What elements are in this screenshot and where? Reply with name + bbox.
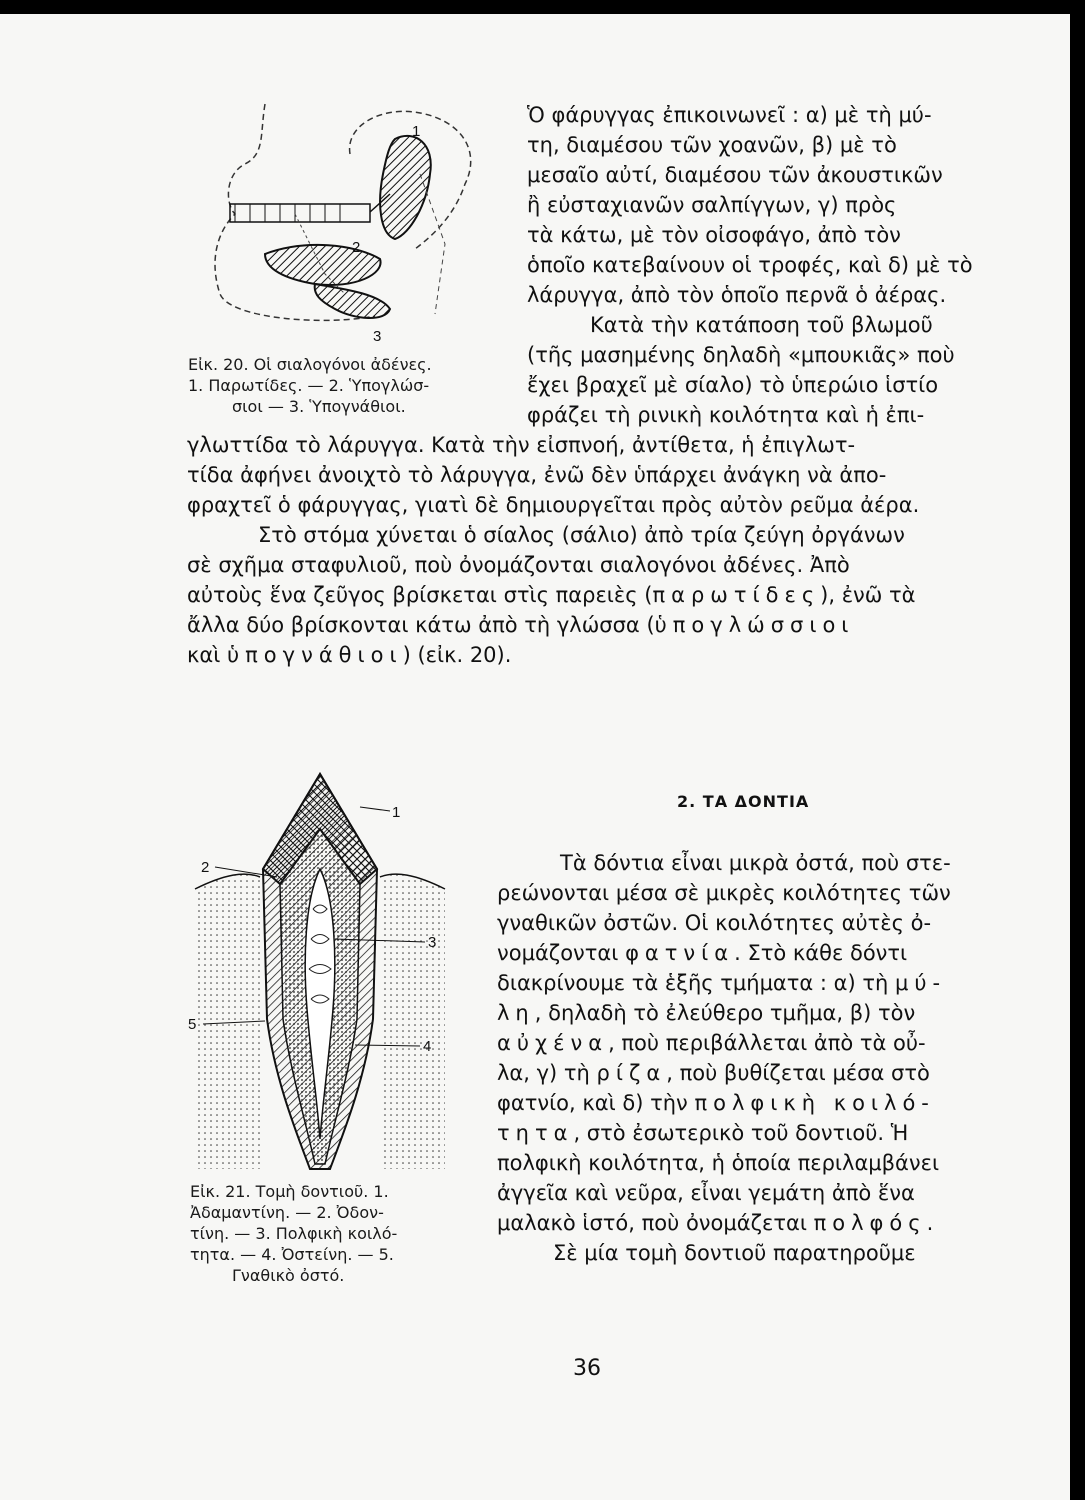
text-line: πολφικὴ κοιλότητα, ἡ ὁποία περιλαμβάνει — [497, 1151, 940, 1175]
text-line: φατνίο, καὶ δ) τὴν πολφικὴ κοιλό- — [497, 1091, 935, 1115]
text-line: καὶ ὑπογνάθιοι) (εἰκ. 20). — [187, 643, 512, 667]
text-line: αὐχένα, ποὺ περιβάλλεται ἀπὸ τὰ οὖ- — [497, 1031, 926, 1055]
text-line: Ὁ φάρυγγας ἐπικοινωνεῖ : α) μὲ τὴ μύ- — [527, 103, 932, 127]
text-line: λα, γ) τὴ ρίζα, ποὺ βυθίζεται μέσα στὸ — [497, 1061, 930, 1085]
text-line: Στὸ στόμα χύνεται ὁ σίαλος (σάλιο) ἀπὸ τρία ζεύγη ὀργάνων — [258, 523, 905, 547]
section-heading: 2. ΤΑ ΔΟΝΤΙΑ — [677, 792, 810, 811]
fig21-label-3: 3 — [428, 934, 437, 951]
text-line: (τῆς μασημένης δηλαδὴ «μπουκιᾶς» ποὺ — [527, 343, 955, 367]
text-line: τητα, στὸ ἐσωτερικὸ τοῦ δοντιοῦ. Ἡ — [497, 1121, 909, 1145]
text-line: μεσαῖο αὐτί, διαμέσου τῶν ἀκουστικῶν — [527, 163, 943, 187]
fig21-label-1: 1 — [392, 804, 401, 821]
text-line: λη, δηλαδὴ τὸ ἐλεύθερο τμῆμα, β) τὸν — [497, 1001, 916, 1025]
fig21-label-4: 4 — [423, 1038, 432, 1055]
text-line: ἢ εὐσταχιανῶν σαλπίγγων, γ) πρὸς — [527, 193, 897, 217]
text-line: ρεώνονται μέσα σὲ μικρὲς κοιλότητες τῶν — [497, 881, 951, 905]
text-line: τὰ κάτω, μὲ τὸν οἰσοφάγο, ἀπὸ τὸν — [527, 223, 901, 247]
text-line: αὐτοὺς ἕνα ζεῦγος βρίσκεται στὶς παρειὲς (παρωτίδες), ἐνῶ τὰ — [187, 583, 916, 607]
page-number: 36 — [573, 1356, 601, 1381]
text-line: ἀγγεῖα καὶ νεῦρα, εἶναι γεμάτη ἀπὸ ἕνα — [497, 1181, 915, 1205]
text-line: διακρίνουμε τὰ ἑξῆς τμήματα : α) τὴ μύ- — [497, 971, 947, 995]
fig20-caption: Εἰκ. 20. Οἱ σιαλογόνοι ἀδένες. 1. Παρωτίδες. — 2. Ὑπογλώσ- σιοι — 3. Ὑπογνάθιοι. — [188, 355, 432, 416]
text-line: ἄλλα δύο βρίσκονται κάτω ἀπὸ τὴ γλώσσα (ὑπογλώσσιοι — [187, 613, 855, 637]
text-line: λάρυγγα, ἀπὸ τὸν ὁποῖο περνᾶ ὁ ἀέρας. — [527, 283, 947, 307]
text-line: γναθικῶν ὀστῶν. Οἱ κοιλότητες αὐτὲς ὀ- — [497, 911, 932, 935]
text-line: γλωττίδα τὸ λάρυγγα. Κατὰ τὴν εἰσπνοή, ἀντίθετα, ἡ ἐπιγλωτ- — [187, 433, 856, 457]
text-line: ἔχει βραχεῖ μὲ σίαλο) τὸ ὑπερώιο ἱστίο — [527, 373, 939, 397]
text-line: νομάζονται φατνία. Στὸ κάθε δόντι — [497, 941, 908, 965]
text-line: ὁποῖο κατεβαίνουν οἱ τροφές, καὶ δ) μὲ τὸ — [527, 253, 973, 277]
fig20-label-3: 3 — [373, 328, 382, 345]
text-line: τη, διαμέσου τῶν χοανῶν, β) μὲ τὸ — [527, 133, 897, 157]
fig20-label-1: 1 — [412, 123, 421, 140]
fig20-label-2: 2 — [352, 239, 361, 256]
text-line: Σὲ μία τομὴ δοντιοῦ παρατηροῦμε — [553, 1241, 916, 1265]
text-line: Κατὰ τὴν κατάποση τοῦ βλωμοῦ — [590, 313, 933, 337]
text-line: φράζει τὴ ρινικὴ κοιλότητα καὶ ἡ ἐπι- — [527, 403, 925, 427]
fig21-label-2: 2 — [201, 859, 210, 876]
fig21-label-5: 5 — [188, 1016, 197, 1033]
text-line: σὲ σχῆμα σταφυλιοῦ, ποὺ ὀνομάζονται σιαλογόνοι ἀδένες. Ἀπὸ — [187, 553, 850, 577]
fig21-caption: Εἰκ. 21. Τομὴ δοντιοῦ. 1. Ἀδαμαντίνη. — 2. Ὀδον- τίνη. — 3. Πολφικὴ κοιλό- τητα. — 4. Ὀστείνη. — 5. Γναθικὸ ὀστό. — [190, 1182, 398, 1285]
book-page — [0, 14, 1070, 1500]
tooth-section-figure — [185, 759, 475, 1179]
text-line: φραχτεῖ ὁ φάρυγγας, γιατὶ δὲ δημιουργεῖται πρὸς αὐτὸν ρεῦμα ἀέρα. — [187, 493, 920, 517]
text-line: τίδα ἀφήνει ἀνοιχτὸ τὸ λάρυγγα, ἐνῶ δὲν ὑπάρχει ἀνάγκη νὰ ἀπο- — [187, 463, 887, 487]
salivary-glands-figure — [205, 94, 505, 354]
text-line: Τὰ δόντια εἶναι μικρὰ ὀστά, ποὺ στε- — [560, 851, 951, 875]
text-line: μαλακὸ ἱστό, ποὺ ὀνομάζεται πολφός. — [497, 1211, 934, 1235]
